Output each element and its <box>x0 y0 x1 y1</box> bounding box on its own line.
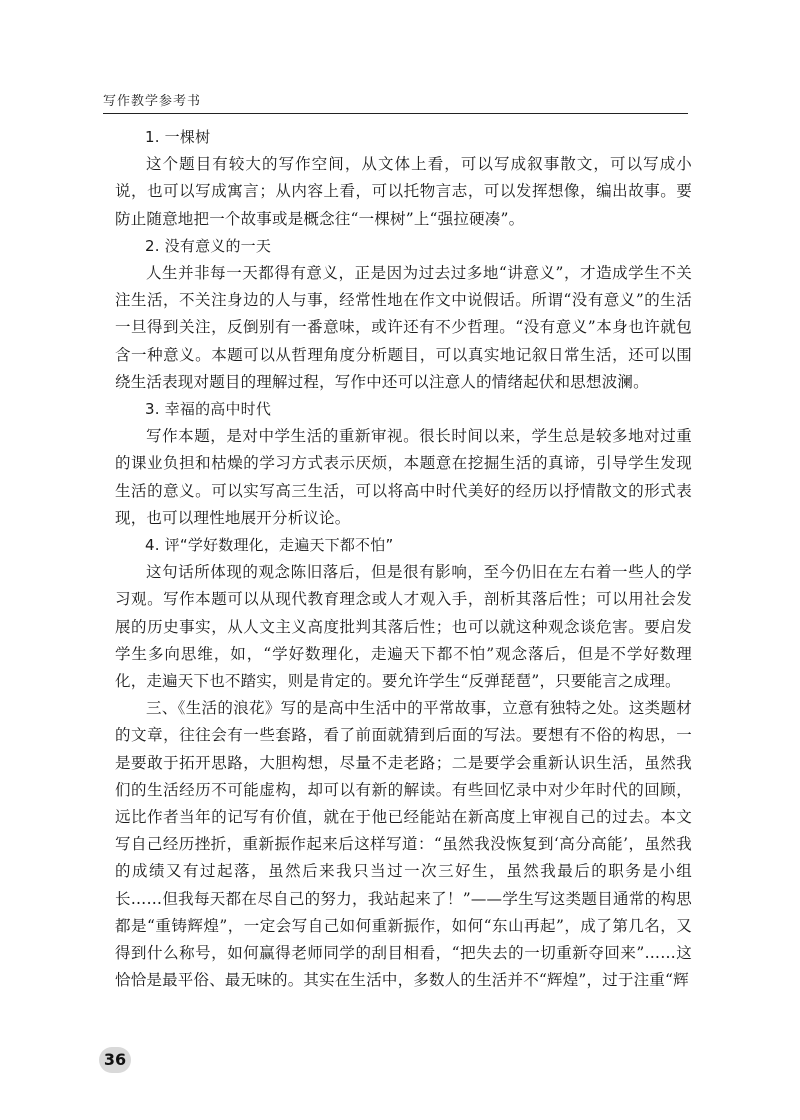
section-heading-4: 4. 评“学好数理化，走遍天下都不怕” <box>145 536 394 555</box>
body-paragraph: 这个题目有较大的写作空间，从文体上看，可以写成叙事散文，可以写成小说，也可以写成寓言；从内容上看，可以托物言志，可以发挥想像，编出故事。要防止随意地把一个故事或是概念往“一棵树”上“强拉硬凑”。 <box>115 155 692 228</box>
section-heading-1: 1. 一棵树 <box>145 128 211 146</box>
header-rule <box>103 113 688 114</box>
body-paragraph: 人生并非每一天都得有意义，正是因为过去过多地“讲意义”，才造成学生不关注生活，不关注身边的人与事，经常性地在作文中说假话。所谓“没有意义”的生活一旦得到关注，反倒别有一番意味，或许还有不少哲理。“没有意义”本身也许就包含一种意义。本题可以从哲理角度分析题目，可以真实地记叙日常生活，还可以围绕生活表现对题目的理解过程，写作中还可以注意人的情绪起伏和思想波澜。 <box>115 264 692 391</box>
section-heading-3: 3. 幸福的高中时代 <box>145 400 272 419</box>
body-paragraph: 三、《生活的浪花》写的是高中生活中的平常故事，立意有独特之处。这类题材的文章，往往会有一些套路，看了前面就猜到后面的写法。要想有不俗的构思，一是要敢于拓开思路，大胆构想，尽量不走老路；二是要学会重新认识生活，虽然我们的生活经历不可能虚构，却可以有新的解读。有些回忆录中对少年时代的回顾，远比作者当年的记写有价值，就在于他已经能站在新高度上审视自己的过去。本文写自己经历挫折，重新振作起来后这样写道：“虽然我没恢复到‘高分高能’，虽然我的成绩又有过起落，虽然后来我只当过一次三好生，虽然我最后的职务是小组长……但我每天都在尽自己的努力，我站起来了！”——学生写这类题目通常的构思都是“重铸辉煌”，一定会写自己如何重新振作，如何“东山再起”，成了第几名，又得到什么称号，如何赢得老师同学的刮目相看，“把失去的一切重新夺回来”……这恰恰是最平俗、最无味的。其实在生活中，多数人的生活并不“辉煌”，过于注重“辉 <box>115 699 692 990</box>
body-paragraph: 写作本题，是对中学生活的重新审视。很长时间以来，学生总是较多地对过重的课业负担和枯燥的学习方式表示厌烦，本题意在挖掘生活的真谛，引导学生发现生活的意义。可以实写高三生活，可以将高中时代美好的经历以抒情散文的形式表现，也可以理性地展开分析议论。 <box>115 427 692 527</box>
running-header: 写作教学参考书 <box>103 94 202 109</box>
text-body <box>115 124 692 995</box>
body-paragraph: 这句话所体现的观念陈旧落后，但是很有影响，至今仍旧在左右着一些人的学习观。写作本题可以从现代教育理念或人才观入手，剖析其落后性；可以用社会发展的历史事实，从人文主义高度批判其落后性；也可以就这种观念谈危害。要启发学生多向思维，如，“学好数理化，走遍天下都不怕”观念落后，但是不学好数理化，走遍天下也不踏实，则是肯定的。要允许学生“反弹琵琶”，只要能言之成理。 <box>115 563 692 691</box>
section-heading-2: 2. 没有意义的一天 <box>145 236 272 255</box>
page-number: 36 <box>99 1047 131 1073</box>
